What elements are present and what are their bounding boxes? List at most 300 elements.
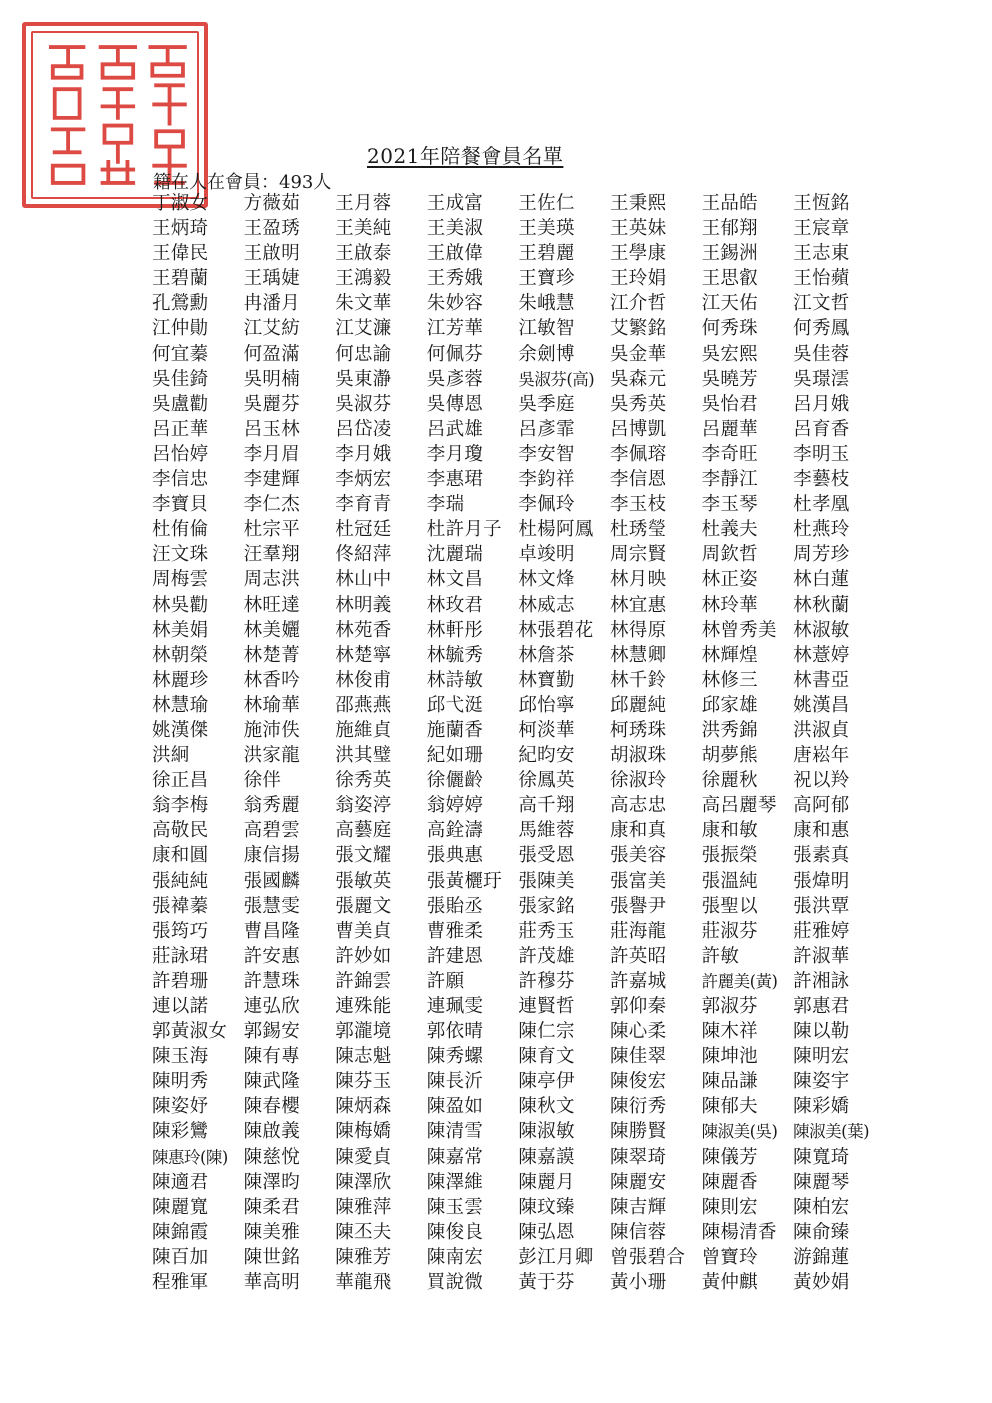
member-row [152,467,872,492]
member-name: 江艾紡 [243,318,300,340]
member-name: 林俊甫 [335,669,392,691]
member-name: 張素真 [793,845,850,867]
member-name: 張典惠 [426,845,484,867]
member-name: 游錦蓮 [793,1246,850,1268]
member-name: 王恆銘 [793,193,850,214]
member-name: 沈麗瑞 [426,544,484,566]
member-name: 黃仲麒 [701,1272,758,1294]
member-row [152,216,872,241]
member-name: 佟紹萍 [335,544,392,566]
member-name: 吳佳蓉 [793,343,850,365]
member-name: 陳亭伊 [518,1071,575,1093]
member-name: 張受恩 [518,845,575,867]
member-name: 洪秀錦 [701,719,758,741]
member-name: 王怡蘋 [793,268,850,290]
member-name: 張文耀 [335,845,392,867]
member-name: 陳心柔 [609,1021,667,1043]
member-row [152,668,872,693]
member-name: 吳明楠 [243,368,300,390]
member-row [152,718,872,743]
member-row [152,567,872,592]
member-name: 康信揚 [243,845,300,867]
member-name: 吳宏熙 [701,343,758,365]
member-name: 郭瀧境 [335,1021,392,1043]
member-name: 陳儀芳 [701,1146,758,1168]
member-name: 王偉民 [152,243,209,265]
member-name: 陳世銘 [243,1246,300,1268]
member-name: 徐正昌 [152,770,209,792]
member-name: 許妙如 [335,945,392,967]
member-name: 王美瑛 [518,218,575,240]
member-name: 吳曉芳 [701,368,758,390]
member-count: 籍在人在會員：493人 [153,172,332,193]
member-name: 翁秀麗 [243,795,300,817]
member-name: 陳麗寬 [152,1196,209,1218]
member-name: 周宗賢 [609,544,667,566]
member-row [152,1044,872,1069]
member-name: 曾寶玲 [701,1246,758,1268]
member-name: 王瑀婕 [243,268,300,290]
member-name: 李月娥 [335,443,392,465]
member-name: 洪絅 [152,745,190,767]
member-name: 翁婷婷 [426,795,484,817]
member-name: 林美娟 [152,619,209,641]
member-name: 何秀珠 [701,318,758,340]
member-name: 林白蓮 [793,569,850,591]
member-name: 張煒明 [793,870,850,892]
member-name: 林曾秀美 [701,619,777,641]
member-name: 吳彥蓉 [426,368,484,390]
member-name: 李寶貝 [152,494,209,516]
member-name: 高志忠 [609,795,667,817]
member-row [152,191,872,216]
member-name: 王碧蘭 [152,268,209,290]
member-name: 林詹茶 [518,644,575,666]
member-name: 林軒彤 [426,619,484,641]
member-name: 連殊能 [335,996,392,1017]
member-name: 陳佳翠 [609,1046,667,1068]
member-name: 林毓秀 [426,644,484,666]
member-name: 陳彩鸞 [152,1121,209,1143]
member-name: 何忠諭 [335,343,392,365]
member-name: 陳慈悅 [243,1146,300,1168]
member-name: 許英昭 [609,945,667,967]
member-row [152,618,872,643]
member-name: 陳淑美(吳) [701,1122,778,1142]
member-name: 吳金華 [609,343,667,365]
member-row [152,994,872,1019]
member-name: 陳炳森 [335,1096,392,1118]
member-name: 林秋蘭 [793,594,850,616]
member-name: 紀如珊 [426,745,484,767]
member-name: 江敏智 [518,318,575,340]
member-name: 張褘蓁 [152,895,209,917]
member-name: 邱麗純 [609,694,667,716]
member-name: 王月蓉 [335,193,392,214]
member-name: 林修三 [701,669,758,691]
member-name: 王啟偉 [426,243,484,265]
member-name: 林得原 [609,619,667,641]
member-name: 李佩瑢 [609,443,667,465]
member-name: 邱怡寧 [518,694,575,716]
member-name: 華高明 [243,1272,300,1294]
member-name: 祝以羚 [793,770,850,792]
member-name: 杜宗平 [243,519,300,541]
member-name: 王寶珍 [518,268,575,290]
member-name: 陳惠玲(陳) [152,1147,228,1167]
member-name: 李鈞祥 [518,469,575,491]
member-name: 林明義 [335,594,392,616]
member-name: 唐崧年 [793,745,850,767]
member-name: 陳武隆 [243,1071,300,1093]
member-name: 莊海龍 [609,920,667,942]
member-row [152,266,872,291]
member-name: 林張碧花 [518,619,594,641]
member-name: 江芳華 [426,318,484,340]
member-name: 王碧麗 [518,243,575,265]
member-name: 郭仰秦 [609,996,667,1017]
member-name: 卓竣明 [518,544,575,566]
member-name: 陳則宏 [701,1196,758,1218]
member-name: 杜琇瑩 [609,519,667,541]
member-name: 徐麗秋 [701,770,758,792]
member-row [152,1195,872,1220]
member-name: 李玉枝 [609,494,667,516]
member-name: 張國麟 [243,870,300,892]
member-name: 李惠珺 [426,469,484,491]
member-name: 莊詠珺 [152,945,209,967]
member-name: 王思叡 [701,268,758,290]
member-name: 高呂麗琴 [701,795,777,817]
member-name: 黃小珊 [609,1272,667,1294]
member-name: 杜燕玲 [793,519,850,541]
member-name: 陳姿宇 [793,1071,850,1093]
member-name: 李炳宏 [335,469,392,491]
member-name: 許建恩 [426,945,484,967]
member-name: 王啟明 [243,243,300,265]
page-title: 2021年陪餐會員名單 [367,144,564,168]
member-name: 莊淑芬 [701,920,758,942]
member-name: 林宜惠 [609,594,667,616]
member-name: 王秀娥 [426,268,484,290]
member-row [152,843,872,868]
member-name: 曾張碧合 [609,1246,686,1268]
member-name: 康和圓 [152,845,209,867]
member-name: 吳季庭 [518,393,575,415]
member-name: 施維貞 [335,719,392,741]
member-row [152,793,872,818]
member-name: 林吳勸 [152,594,209,616]
member-row [152,417,872,442]
member-name: 張筠巧 [152,920,209,942]
member-name: 陳嘉謨 [518,1146,575,1168]
member-name: 呂玉林 [243,418,300,440]
member-name: 李信恩 [609,469,667,491]
member-name: 陳雅萍 [335,1196,392,1218]
member-name: 陳衍秀 [609,1096,667,1118]
member-name: 王秉熙 [609,193,667,214]
member-name: 郭依晴 [426,1021,484,1043]
member-name: 吳麗芬 [243,393,300,415]
member-name: 林慧卿 [609,644,667,666]
member-name: 江仲勛 [152,318,209,340]
member-name: 呂彥霏 [518,418,575,440]
member-row [152,342,872,367]
member-name: 杜義夫 [701,519,758,541]
member-name: 陳澤昀 [243,1171,300,1193]
member-name: 施蘭香 [426,719,484,741]
member-row [152,316,872,341]
member-name: 朱文華 [335,293,392,315]
member-name-grid [152,191,872,1295]
member-name: 陳楊清香 [701,1221,777,1243]
member-name: 陳勝賢 [609,1121,667,1143]
member-name: 林輝煌 [701,644,758,666]
member-name: 張陳美 [518,870,575,892]
member-name: 陳仁宗 [518,1021,575,1043]
member-name: 翁李梅 [152,795,209,817]
member-name: 林楚菁 [243,644,300,666]
member-name: 林楚寧 [335,644,392,666]
member-name: 吳淑芬 [335,393,392,415]
member-name: 周志洪 [243,569,300,591]
member-name: 徐淑玲 [609,770,667,792]
member-name: 陳適君 [152,1171,209,1193]
member-row [152,392,872,417]
member-name: 張貽丞 [426,895,484,917]
member-row [152,442,872,467]
member-name: 陳柔君 [243,1196,300,1218]
member-row [152,517,872,542]
member-name: 陳木祥 [701,1021,758,1043]
member-name: 許敏 [701,945,740,967]
member-name: 陳俞臻 [793,1221,850,1243]
member-name: 邱家雄 [701,694,758,716]
member-name: 黃于芬 [518,1272,575,1294]
member-name: 姚漢昌 [793,694,850,716]
member-name: 林書亞 [793,669,850,691]
member-name: 馬維蓉 [518,820,575,842]
member-name: 許茂雄 [518,945,575,967]
member-name: 林詩敏 [426,669,484,691]
member-name: 連弘欣 [243,996,300,1017]
member-name: 呂月娥 [793,393,850,415]
member-name: 康和惠 [793,820,850,842]
member-name: 李仁杰 [243,494,300,516]
member-name: 王美純 [335,218,392,240]
member-name: 王玲娟 [609,268,667,290]
member-name: 王錫洲 [701,243,758,265]
member-row [152,1119,872,1144]
member-name: 陳吉輝 [609,1196,667,1218]
member-name: 徐秀英 [335,770,392,792]
member-name: 陳秋文 [518,1096,575,1118]
member-name: 陳玉海 [152,1046,209,1068]
member-name: 王郁翔 [701,218,758,240]
member-name: 江介哲 [609,293,667,315]
member-name: 冉潘月 [243,293,300,315]
member-name: 李月眉 [243,443,300,465]
member-name: 陳愛貞 [335,1146,392,1168]
member-name: 林文烽 [518,569,575,591]
member-row [152,1145,872,1170]
member-name: 連以諾 [152,996,209,1017]
member-name: 王佐仁 [518,193,575,214]
member-name: 胡淑珠 [609,745,667,767]
member-name: 張譽尹 [609,895,667,917]
member-name: 許湘詠 [793,970,850,992]
member-name: 張家銘 [518,895,575,917]
member-name: 張美容 [609,845,667,867]
member-name: 徐伴 [243,770,282,792]
member-name: 高千翔 [518,795,575,817]
member-name: 吳淑芬(高) [518,369,595,389]
member-name: 陳翠琦 [609,1146,667,1168]
member-name: 林麗珍 [152,669,209,691]
member-name: 柯淡華 [518,719,575,741]
member-name: 郭惠君 [793,996,850,1017]
member-row [152,818,872,843]
member-name: 高碧雲 [243,820,300,842]
member-name: 呂育香 [793,418,850,440]
member-name: 張敏英 [335,870,392,892]
member-name: 林月映 [609,569,667,591]
member-name: 洪其璧 [335,745,392,767]
member-name: 李明玉 [793,443,850,465]
member-name: 胡夢熊 [701,745,758,767]
member-name: 陳坤池 [701,1046,758,1068]
member-name: 陳玟臻 [518,1196,575,1218]
member-name: 張溫純 [701,870,758,892]
member-name: 許安惠 [243,945,300,967]
member-name: 何盈滿 [243,343,300,365]
member-name: 陳啟義 [243,1121,300,1143]
member-name: 杜侑倫 [152,519,209,541]
member-row [152,643,872,668]
member-name: 程雅軍 [152,1272,209,1294]
member-name: 高阿郁 [793,795,850,817]
member-name: 杜冠廷 [335,519,392,541]
member-row [152,1170,872,1195]
member-name: 林淑敏 [793,619,850,641]
member-name: 陳俊良 [426,1221,484,1243]
member-row [152,1220,872,1245]
member-name: 紀昀安 [518,745,575,767]
member-name: 李建輝 [243,469,300,491]
member-name: 邱弋涏 [426,694,484,716]
member-row [152,743,872,768]
member-name: 何佩芬 [426,343,484,365]
member-name: 方薇茹 [243,193,300,214]
member-name: 陳秀螺 [426,1046,484,1068]
member-name: 曹昌隆 [243,920,300,942]
member-name: 許穆芬 [518,970,575,992]
member-name: 呂岱凌 [335,418,392,440]
member-row [152,1270,872,1295]
member-name: 林薏婷 [793,644,850,666]
member-name: 朱妙容 [426,293,484,315]
member-name: 陳春櫻 [243,1096,300,1118]
member-name: 吳傳恩 [426,393,484,415]
member-name: 周梅雲 [152,569,209,591]
member-name: 張慧雯 [243,895,300,917]
member-row [152,241,872,266]
member-name: 郭淑芬 [701,996,758,1017]
member-row [152,1094,872,1119]
member-name: 陳育文 [518,1046,575,1068]
member-name: 許嘉城 [609,970,667,992]
member-name: 林瑜華 [243,694,300,716]
member-name: 李月瓊 [426,443,484,465]
member-name: 陳志魁 [335,1046,392,1068]
member-name: 陳盈如 [426,1096,484,1118]
member-name: 林朝榮 [152,644,209,666]
member-name: 王成富 [426,193,484,214]
member-name: 王學康 [609,243,667,265]
member-name: 郭黃淑女 [152,1021,228,1043]
member-name: 呂麗華 [701,418,758,440]
member-name: 陳信蓉 [609,1221,667,1243]
member-name: 吳盧勸 [152,393,209,415]
member-name: 張洪覃 [793,895,850,917]
member-name: 曹美貞 [335,920,392,942]
member-name: 陳郁夫 [701,1096,758,1118]
member-name: 高銓濤 [426,820,484,842]
member-name: 陳雅芳 [335,1246,392,1268]
member-row [152,768,872,793]
member-name: 呂博凱 [609,418,667,440]
member-row [152,919,872,944]
member-name: 陳清雪 [426,1121,484,1143]
member-name: 李奇旺 [701,443,758,465]
member-name: 陳淑敏 [518,1121,575,1143]
member-name: 許慧珠 [243,970,300,992]
member-name: 陳澤欣 [335,1171,392,1193]
member-name: 何秀鳳 [793,318,850,340]
member-name: 林千鈴 [609,669,667,691]
member-name: 徐鳳英 [518,770,575,792]
member-name: 陳明秀 [152,1071,209,1093]
member-name: 周芳珍 [793,544,850,566]
member-name: 江艾濂 [335,318,392,340]
member-name: 杜孝凰 [793,494,850,516]
member-name: 陳嘉常 [426,1146,484,1168]
member-name: 陳美雅 [243,1221,300,1243]
member-name: 徐儷齡 [426,770,484,792]
member-name: 余劍博 [518,343,575,365]
member-name: 許碧珊 [152,970,209,992]
member-name: 許錦雲 [335,970,392,992]
member-name: 連珮雯 [426,996,484,1017]
member-name: 張振榮 [701,845,758,867]
member-name: 陳麗月 [518,1171,575,1193]
member-name: 吳怡君 [701,393,758,415]
member-name: 陳芬玉 [335,1071,392,1093]
member-name: 陳南宏 [426,1246,484,1268]
member-name: 王鴻毅 [335,268,392,290]
member-name: 王啟泰 [335,243,392,265]
member-name: 林旺達 [243,594,300,616]
member-row [152,367,872,392]
member-name: 許麗美(黃) [701,971,778,991]
member-name: 陳梅嬌 [335,1121,392,1143]
member-name: 林苑香 [335,619,392,641]
member-name: 洪淑貞 [793,719,850,741]
member-name: 陳品謙 [701,1071,758,1093]
member-name: 孔鶯勳 [152,293,209,315]
member-name: 施沛佚 [243,719,300,741]
member-name: 連賢哲 [518,996,575,1017]
